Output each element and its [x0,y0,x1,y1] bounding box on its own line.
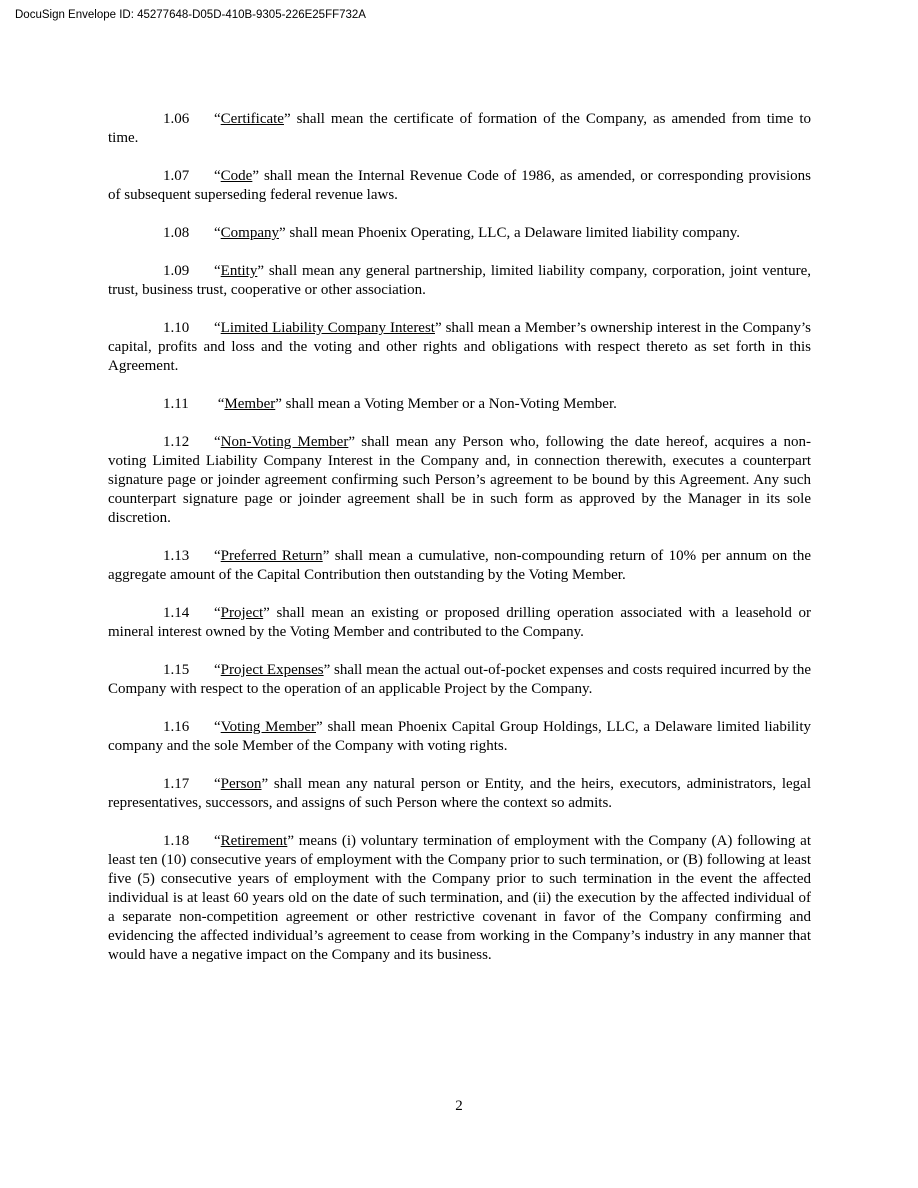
defined-term: Certificate [220,111,284,127]
definition-paragraph [108,718,811,756]
definition-paragraph [108,262,811,300]
definition-text: ” shall mean any general partnership, limited liability company, corporation, joint venture, trust, business trust, cooperative or other association. [108,263,811,298]
docusign-envelope-id: DocuSign Envelope ID: 45277648-D05D-410B-9305-226E25FF732A [15,9,366,21]
open-quote: “ [214,263,221,279]
defined-term: Project Expenses [220,662,324,678]
section-number: 1.07 [163,168,190,184]
defined-term: Voting Member [220,719,317,735]
defined-term: Limited Liability Company Interest [220,320,435,336]
definition-text: ” shall mean Phoenix Operating, LLC, a Delaware limited liability company. [279,225,740,241]
section-number: 1.09 [163,263,190,279]
definitions-section [108,110,811,984]
open-quote: “ [214,548,221,564]
definition-text: ” shall mean the Internal Revenue Code of 1986, as amended, or corresponding provisions of subsequent superseding federal revenue laws. [108,168,811,203]
open-quote: “ [214,396,225,412]
section-number: 1.06 [163,111,190,127]
definition-text: ” shall mean any Person who, following the date hereof, acquires a non-voting Limited Liability Company Interest in the Company and, in connection therewith, executes a counterpart signature page or joinder agreement confirming such Person’s agreement to be bound by this Agreement. Any such counterpart signature page or joinder agreement shall be in such form as approved by the Manager in its sole discretion. [108,434,811,526]
defined-term: Company [220,225,280,241]
open-quote: “ [214,434,221,450]
open-quote: “ [214,776,221,792]
definition-text: ” shall mean any natural person or Entity, and the heirs, executors, administrators, legal representatives, successors, and assigns of such Person where the context so admits. [108,776,811,811]
section-number: 1.14 [163,605,190,621]
defined-term: Retirement [220,833,288,849]
definition-text: ” means (i) voluntary termination of employment with the Company (A) following at least ten (10) consecutive years of employment with the Company prior to such termination, or (B) following at least five (5) consecutive years of employment with the Company prior to such termination in the event the affected individual is at least 60 years old on the date of such termination, and (ii) the execution by the affected individual of a separate non-competition agreement or other restrictive covenant in favor of the Company confirming and evidencing the affected individual’s agreement to cease from working in the Company’s industry in any manner that would have a negative impact on the Company and its business. [108,833,811,963]
open-quote: “ [214,719,221,735]
definition-paragraph [108,661,811,699]
section-number: 1.17 [163,776,190,792]
definition-paragraph [108,604,811,642]
definition-paragraph [108,167,811,205]
section-number: 1.18 [163,833,190,849]
defined-term: Code [220,168,253,184]
definition-paragraph [108,775,811,813]
definition-paragraph [108,110,811,148]
defined-term: Preferred Return [220,548,323,564]
definition-paragraph [108,433,811,528]
defined-term: Entity [220,263,258,279]
definition-text: ” shall mean Phoenix Capital Group Holdings, LLC, a Delaware limited liability company and the sole Member of the Company with voting rights. [108,719,811,754]
section-number: 1.12 [163,434,190,450]
section-number: 1.15 [163,662,190,678]
section-number: 1.10 [163,320,190,336]
section-number: 1.11 [163,396,189,412]
definition-paragraph [108,832,811,965]
page-number: 2 [455,1098,463,1114]
open-quote: “ [214,225,221,241]
definition-paragraph [108,319,811,376]
defined-term: Project [220,605,264,621]
section-number: 1.08 [163,225,190,241]
definition-text: ” shall mean a Voting Member or a Non-Voting Member. [275,396,617,412]
open-quote: “ [214,605,221,621]
definition-text: ” shall mean a cumulative, non-compounding return of 10% per annum on the aggregate amount of the Capital Contribution then outstanding by the Voting Member. [108,548,811,583]
open-quote: “ [214,111,221,127]
definition-paragraph [108,224,811,243]
open-quote: “ [214,833,221,849]
definition-paragraph [108,547,811,585]
open-quote: “ [214,168,221,184]
defined-term: Non-Voting Member [220,434,349,450]
definition-text: ” shall mean an existing or proposed drilling operation associated with a leasehold or mineral interest owned by the Voting Member and contributed to the Company. [108,605,811,640]
section-number: 1.16 [163,719,190,735]
definition-text: ” shall mean a Member’s ownership interest in the Company’s capital, profits and loss and the voting and other rights and obligations with respect thereto as set forth in this Agreement. [108,320,811,374]
defined-term: Member [224,396,276,412]
defined-term: Person [220,776,262,792]
open-quote: “ [214,662,221,678]
definition-paragraph [108,395,811,414]
definition-text: ” shall mean the actual out-of-pocket expenses and costs required incurred by the Company with respect to the operation of an applicable Project by the Company. [108,662,811,697]
section-number: 1.13 [163,548,190,564]
definition-text: ” shall mean the certificate of formation of the Company, as amended from time to time. [108,111,811,146]
open-quote: “ [214,320,221,336]
